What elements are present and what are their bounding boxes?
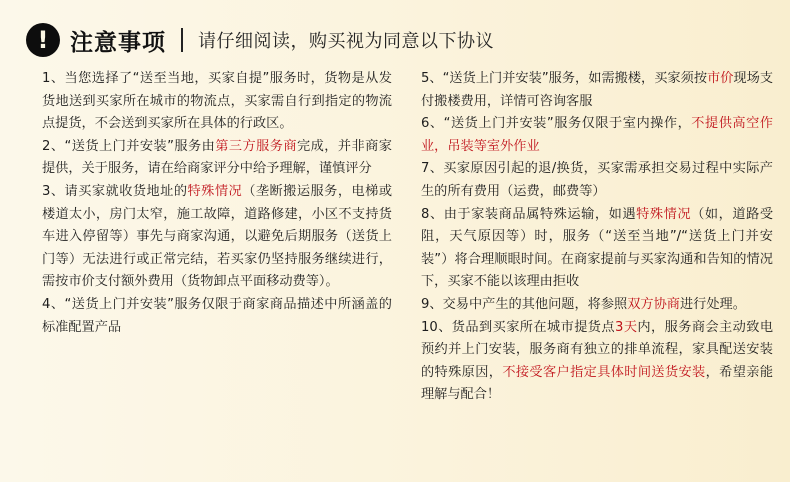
term-item [42,294,392,339]
term-item [421,68,773,113]
highlight-text: 双方协商 [627,296,680,312]
term-item [421,158,773,203]
notice-subtitle: 请仔细阅读，购买视为同意以下协议 [198,31,494,52]
term-text: 8、由于家装商品属特殊运输，如遇 [421,206,637,222]
term-item [42,68,392,136]
term-text: ，希望亲能理解与配合！ [421,364,774,403]
term-text: 进行处理。 [679,296,746,312]
term-item [421,317,773,407]
highlight-text: 第三方服务商 [215,138,298,154]
term-text: 内，服务商会主动致电预约并上门安装，服务商有独立的排单流程，家具配送安装的特殊原因， [421,319,774,380]
highlight-text: 特殊情况 [187,183,243,199]
highlight-text: 不提供高空作业，吊装等室外作业 [421,116,773,154]
term-text: 2、“送货上门并安装”服务由 [42,138,216,154]
term-text: 1、当您选择了“送至当地，买家自提”服务时，货物是从发货地送到买家所在城市的物流点，买家需自行到指定的物流点提货，不会送到买家所在具体的行政区。 [42,71,392,132]
term-text: 完成，并非商家提供，关于服务，请在给商家评分中给予理解，谨慎评分 [42,138,392,177]
term-text: （如，道路受阻，天气原因等）时，服务（“送至当地”/“送货上门并安装”）将合理顺眼时间。在商家提前与买家沟通和告知的情况下，买家不能以该理由拒收 [421,206,774,290]
term-text: 现场支付搬楼费用，详情可咨询客服 [421,71,774,109]
term-text: （垄断搬运服务，电梯或楼道太小，房门太窄，施工故障，道路修建，小区不支持货车进入停留等）事先与商家沟通，以避免后期服务（送货上门等）无法进行或正常完结，若买家仍坚持服务继续进行，需按市价支付额外费用（货物卸点平面移动费等）。 [42,183,393,290]
header-divider [181,28,183,52]
term-item [421,204,773,294]
notice-title: 注意事项 [70,29,166,56]
term-text: 9、交易中产生的其他问题，将参照 [421,296,628,312]
term-item [42,181,392,294]
term-text: 6、“送货上门并安装”服务仅限于室内操作， [421,116,692,132]
term-text: 10、货品到买家所在城市提货点 [421,319,616,335]
term-item [421,294,773,317]
term-text: 4、“送货上门并安装”服务仅限于商家商品描述中所涵盖的标准配置产品 [42,296,392,335]
exclamation-icon: ! [26,23,60,57]
highlight-text: 不接受客户指定具体时间送货安装 [502,364,706,380]
term-text: 5、“送货上门并安装”服务，如需搬楼，买家须按 [421,71,708,86]
highlight-text: 3天 [615,319,638,335]
terms-column-right [421,68,773,407]
highlight-text: 市价 [707,71,734,86]
term-item [421,113,773,158]
notice-header [26,22,494,58]
highlight-text: 特殊情况 [636,206,692,222]
term-text: 7、买家原因引起的退/换货，买家需承担交易过程中实际产生的所有费用（运费，邮费等） [421,161,773,199]
term-item [42,136,392,181]
term-text: 3、请买家就收货地址的 [42,183,188,199]
terms-column-left [42,68,392,339]
